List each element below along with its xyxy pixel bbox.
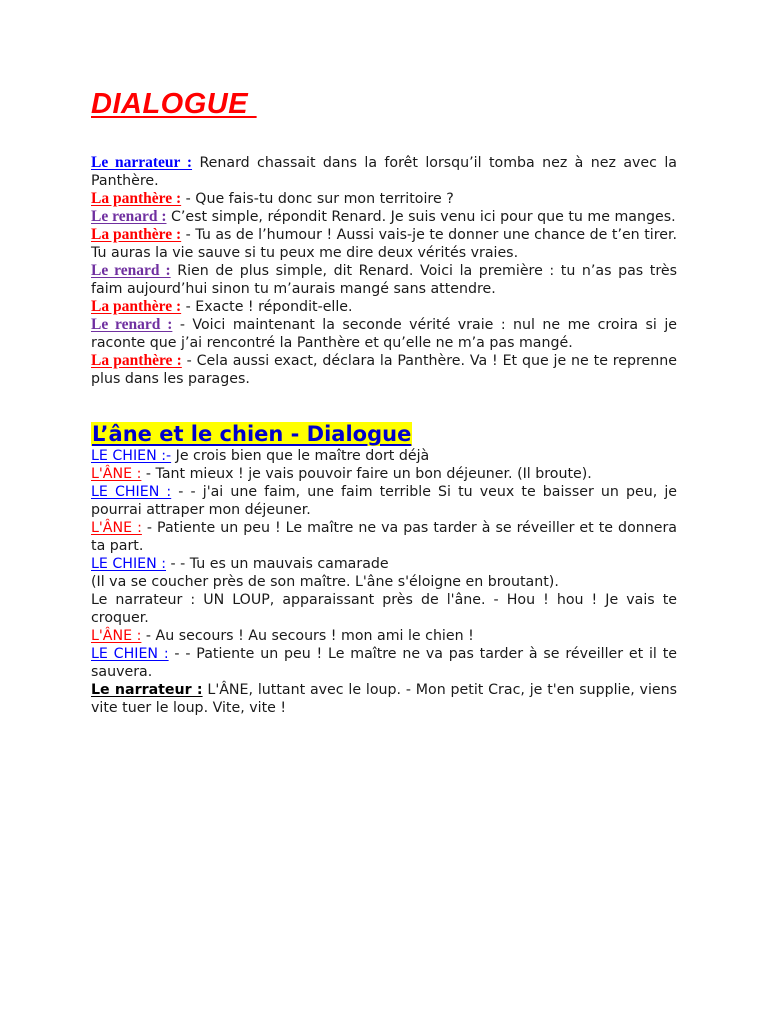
speaker-narrator: Le narrateur : bbox=[91, 154, 193, 171]
speaker-chien: LE CHIEN : bbox=[91, 556, 167, 572]
dialogue-line bbox=[91, 190, 677, 208]
dialogue-line bbox=[91, 154, 677, 190]
dialogue-line bbox=[91, 465, 677, 483]
dialogue-line bbox=[91, 316, 677, 352]
speaker-ane: L'ÂNE : bbox=[91, 520, 142, 536]
speaker-renard: Le renard : bbox=[91, 208, 167, 225]
dialogue-line bbox=[91, 483, 677, 519]
speaker-panthere: La panthère : bbox=[91, 190, 182, 207]
line-text: - Au secours ! Au secours ! mon ami le chien ! bbox=[141, 628, 474, 644]
line-text: - Que fais-tu donc sur mon territoire ? bbox=[181, 191, 454, 207]
narrator-line: Le narrateur : UN LOUP, apparaissant près de l'âne. - Hou ! hou ! Je vais te croquer. bbox=[91, 592, 677, 626]
speaker-renard: Le renard : bbox=[91, 262, 171, 279]
dialogue-line bbox=[91, 645, 677, 681]
dialogue-line bbox=[91, 262, 677, 298]
speaker-renard: Le renard : bbox=[91, 316, 173, 333]
line-text: - Exacte ! répondit-elle. bbox=[181, 299, 353, 315]
dialogue-line bbox=[91, 208, 677, 226]
section-title: L’âne et le chien - Dialogue bbox=[92, 422, 412, 446]
document-content bbox=[91, 88, 677, 717]
line-text: - - Patiente un peu ! Le maître ne va pas tarder à se réveiller et il te sauvera. bbox=[91, 646, 677, 680]
line-text: - Tant mieux ! je vais pouvoir faire un bon déjeuner. (Il broute). bbox=[141, 466, 592, 482]
speaker-panthere: La panthère : bbox=[91, 226, 182, 243]
line-text: C’est simple, répondit Renard. Je suis venu ici pour que tu me manges. bbox=[166, 209, 676, 225]
line-text: - - j'ai une faim, une faim terrible Si tu veux te baisser un peu, je pourrai attraper mon déjeuner. bbox=[91, 484, 677, 518]
dialogue-line bbox=[91, 226, 677, 262]
dialogue-line bbox=[91, 681, 677, 717]
dialogue-line bbox=[91, 352, 677, 388]
line-text: - Patiente un peu ! Le maître ne va pas tarder à se réveiller et te donnera ta part. bbox=[91, 520, 677, 554]
line-text: Je crois bien que le maître dort déjà bbox=[171, 448, 430, 464]
speaker-chien: LE CHIEN :- bbox=[91, 448, 172, 464]
line-text: - - Tu es un mauvais camarade bbox=[166, 556, 389, 572]
line-text: Renard chassait dans la forêt lorsqu’il tomba nez à nez avec la Panthère. bbox=[91, 155, 677, 189]
speaker-panthere: La panthère : bbox=[91, 352, 182, 369]
dialogue-line bbox=[91, 627, 677, 645]
speaker-chien: LE CHIEN : bbox=[91, 646, 169, 662]
dialogue-line bbox=[91, 298, 677, 316]
dialogue-line bbox=[91, 447, 677, 465]
speaker-ane: L'ÂNE : bbox=[91, 466, 142, 482]
speaker-chien: LE CHIEN : bbox=[91, 484, 172, 500]
speaker-ane: L'ÂNE : bbox=[91, 628, 142, 644]
fox-panther-dialogue bbox=[91, 154, 677, 388]
donkey-dog-dialogue bbox=[91, 388, 677, 717]
line-text: - Voici maintenant la seconde vérité vraie : nul ne me croira si je raconte que j’ai rencontré la Panthère et qu’elle ne m’a pas mangé. bbox=[91, 317, 677, 351]
stage-direction: (Il va se coucher près de son maître. L'âne s'éloigne en broutant). bbox=[91, 574, 559, 590]
speaker-narrator: Le narrateur : bbox=[91, 682, 203, 698]
line-text: Rien de plus simple, dit Renard. Voici la première : tu n’as pas très faim aujourd’hui sinon tu m’aurais mangé sans attendre. bbox=[91, 263, 677, 297]
line-text: - Tu as de l’humour ! Aussi vais-je te donner une chance de t’en tirer. Tu auras la vie sauve si tu peux me dire deux vérités vraies. bbox=[91, 227, 677, 261]
document-title: DIALOGUE bbox=[91, 88, 257, 120]
dialogue-line bbox=[91, 519, 677, 555]
line-text: L'ÂNE, luttant avec le loup. - Mon petit Crac, je t'en supplie, viens vite tuer le loup. Vite, vite ! bbox=[91, 682, 677, 716]
speaker-panthere: La panthère : bbox=[91, 298, 182, 315]
dialogue-line bbox=[91, 555, 677, 573]
line-text: - Cela aussi exact, déclara la Panthère. Va ! Et que je ne te reprenne plus dans les parages. bbox=[91, 353, 677, 387]
